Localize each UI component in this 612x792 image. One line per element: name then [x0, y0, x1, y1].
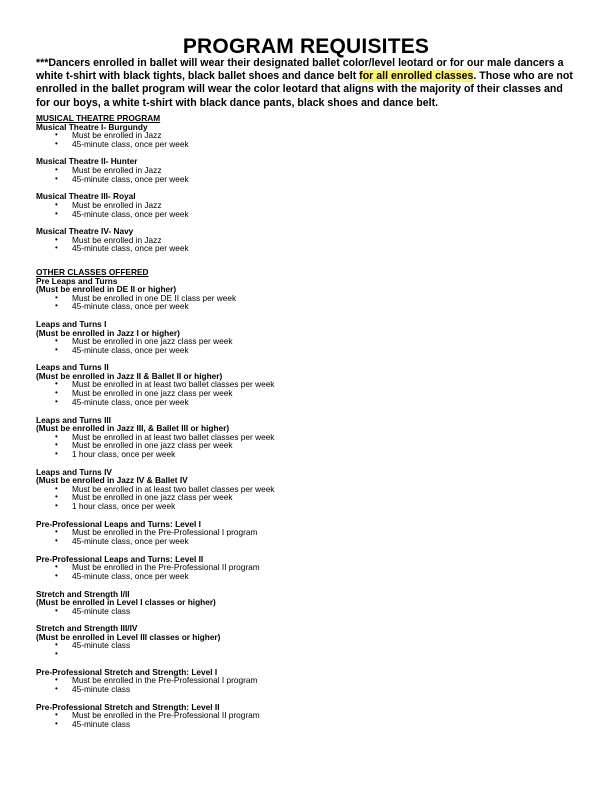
requirement-item: • Must be enrolled in one jazz class per week	[36, 337, 282, 346]
requirement-item: • 45-minute class, once per week	[36, 398, 282, 407]
requirement-item: • Must be enrolled in one jazz class per week	[36, 493, 282, 502]
requisites-content	[36, 114, 576, 728]
class-prerequisite: (Must be enrolled in Jazz I or higher)	[36, 327, 180, 338]
class-prerequisite: (Must be enrolled in Jazz III, & Ballet III or higher)	[36, 423, 230, 434]
section-heading: MUSICAL THEATRE PROGRAM	[36, 113, 161, 123]
requirement-list	[36, 528, 576, 545]
intro-paragraph	[36, 57, 576, 110]
class-title: Pre-Professional Leaps and Turns: Level I	[36, 518, 201, 529]
class-group	[36, 668, 576, 694]
requirement-list	[36, 607, 576, 616]
class-prerequisite: (Must be enrolled in Jazz IV & Ballet IV	[36, 475, 188, 486]
requirement-item: • Must be enrolled in one DE II class per week	[36, 294, 282, 303]
class-group	[36, 468, 576, 511]
group-spacer	[36, 311, 576, 320]
class-title: Pre-Professional Stretch and Strength: Level II	[36, 701, 220, 712]
class-title: Musical Theatre I- Burgundy	[36, 121, 148, 132]
class-group	[36, 416, 576, 459]
group-spacer	[36, 459, 576, 468]
intro-text-start: ***Dancers enrolled in ballet will wear their designated ballet color/level leotard or for our male dancers a white t-shirt with black tights, black ballet shoes and dance belt	[36, 57, 564, 83]
requirement-item: • 45-minute class	[36, 607, 282, 616]
requirement-item: • 45-minute class	[36, 720, 282, 729]
requirement-item	[36, 650, 282, 659]
requirement-item: • Must be enrolled in Jazz	[36, 131, 282, 140]
requirement-item: • 45-minute class, once per week	[36, 346, 282, 355]
requirement-list	[36, 236, 576, 253]
requirement-list	[36, 166, 576, 183]
requirement-item: • Must be enrolled in at least two ballet classes per week	[36, 485, 282, 494]
requirement-item: • 45-minute class	[36, 685, 282, 694]
class-title: Stretch and Strength III/IV	[36, 623, 138, 634]
class-prerequisite: (Must be enrolled in Level I classes or higher)	[36, 597, 216, 608]
requirement-item: • Must be enrolled in one jazz class per week	[36, 389, 282, 398]
requirement-item: • 45-minute class	[36, 641, 282, 650]
requirement-item: • Must be enrolled in one jazz class per week	[36, 441, 282, 450]
requirement-item: • 45-minute class, once per week	[36, 244, 282, 253]
requirement-item: • Must be enrolled in at least two ballet classes per week	[36, 380, 282, 389]
class-title: Leaps and Turns I	[36, 319, 107, 330]
requirement-list	[36, 201, 576, 218]
intro-text-end: . Those who are not enrolled in the ballet program will wear the color leotard that aligns with the majority of their classes and for our boys, a white t-shirt with black dance pants, black shoes and dance belt.	[36, 70, 573, 109]
class-group	[36, 520, 576, 546]
class-group	[36, 157, 576, 183]
requirement-item: • Must be enrolled in Jazz	[36, 236, 282, 245]
class-prerequisite: (Must be enrolled in DE II or higher)	[36, 284, 177, 295]
page-title: PROGRAM REQUISITES	[182, 35, 430, 58]
section	[36, 268, 576, 728]
class-group	[36, 590, 576, 616]
requirement-item: • 45-minute class, once per week	[36, 140, 282, 149]
group-spacer	[36, 354, 576, 363]
class-title: Stretch and Strength I/II	[36, 588, 130, 599]
requirement-list	[36, 131, 576, 148]
section-spacer	[36, 253, 576, 268]
class-group	[36, 555, 576, 581]
requirement-item: • Must be enrolled in the Pre-Professional I program	[36, 528, 282, 537]
requirement-item: • 45-minute class, once per week	[36, 210, 282, 219]
class-group	[36, 227, 576, 253]
requirement-item: • 45-minute class, once per week	[36, 537, 282, 546]
requirement-list	[36, 294, 576, 311]
class-title: Pre-Professional Stretch and Strength: Level I	[36, 666, 218, 677]
class-title: Musical Theatre II- Hunter	[36, 156, 138, 167]
section	[36, 114, 576, 253]
requirement-item: • Must be enrolled in the Pre-Professional I program	[36, 676, 282, 685]
class-group	[36, 277, 576, 311]
requirement-item: • Must be enrolled in Jazz	[36, 201, 282, 210]
requirement-item: • Must be enrolled in the Pre-Professional II program	[36, 563, 282, 572]
class-group	[36, 703, 576, 729]
requirement-item: • Must be enrolled in the Pre-Professional II program	[36, 711, 282, 720]
class-group	[36, 624, 576, 658]
requirement-list	[36, 711, 576, 728]
requirement-item: • Must be enrolled in Jazz	[36, 166, 282, 175]
requirement-list	[36, 563, 576, 580]
class-group	[36, 320, 576, 354]
requirement-item: • 1 hour class, once per week	[36, 502, 282, 511]
class-title: Leaps and Turns IV	[36, 466, 112, 477]
class-group	[36, 192, 576, 218]
requirement-list	[36, 485, 576, 511]
requirement-list	[36, 433, 576, 459]
requirement-item: • 45-minute class, once per week	[36, 302, 282, 311]
requirement-item: • 1 hour class, once per week	[36, 450, 282, 459]
section-heading: OTHER CLASSES OFFERED	[36, 267, 149, 278]
class-group	[36, 123, 576, 149]
class-title: Pre Leaps and Turns	[36, 275, 118, 286]
requirement-list	[36, 380, 576, 406]
class-title: Pre-Professional Leaps and Turns: Level II	[36, 553, 204, 564]
class-group	[36, 363, 576, 406]
class-prerequisite: (Must be enrolled in Level III classes or higher)	[36, 631, 221, 642]
class-title: Musical Theatre IV- Navy	[36, 226, 134, 237]
requirement-item: • Must be enrolled in at least two ballet classes per week	[36, 433, 282, 442]
requirement-item: • 45-minute class, once per week	[36, 572, 282, 581]
class-title: Leaps and Turns III	[36, 414, 111, 425]
class-title: Musical Theatre III- Royal	[36, 191, 136, 202]
class-prerequisite: (Must be enrolled in Jazz II & Ballet II or higher)	[36, 370, 223, 381]
intro-highlight: for all enrolled classes	[359, 70, 474, 83]
class-title: Leaps and Turns II	[36, 362, 109, 373]
group-spacer	[36, 407, 576, 416]
requirement-list	[36, 337, 576, 354]
requirement-item: • 45-minute class, once per week	[36, 175, 282, 184]
requirement-list	[36, 641, 576, 658]
requirement-list	[36, 676, 576, 693]
